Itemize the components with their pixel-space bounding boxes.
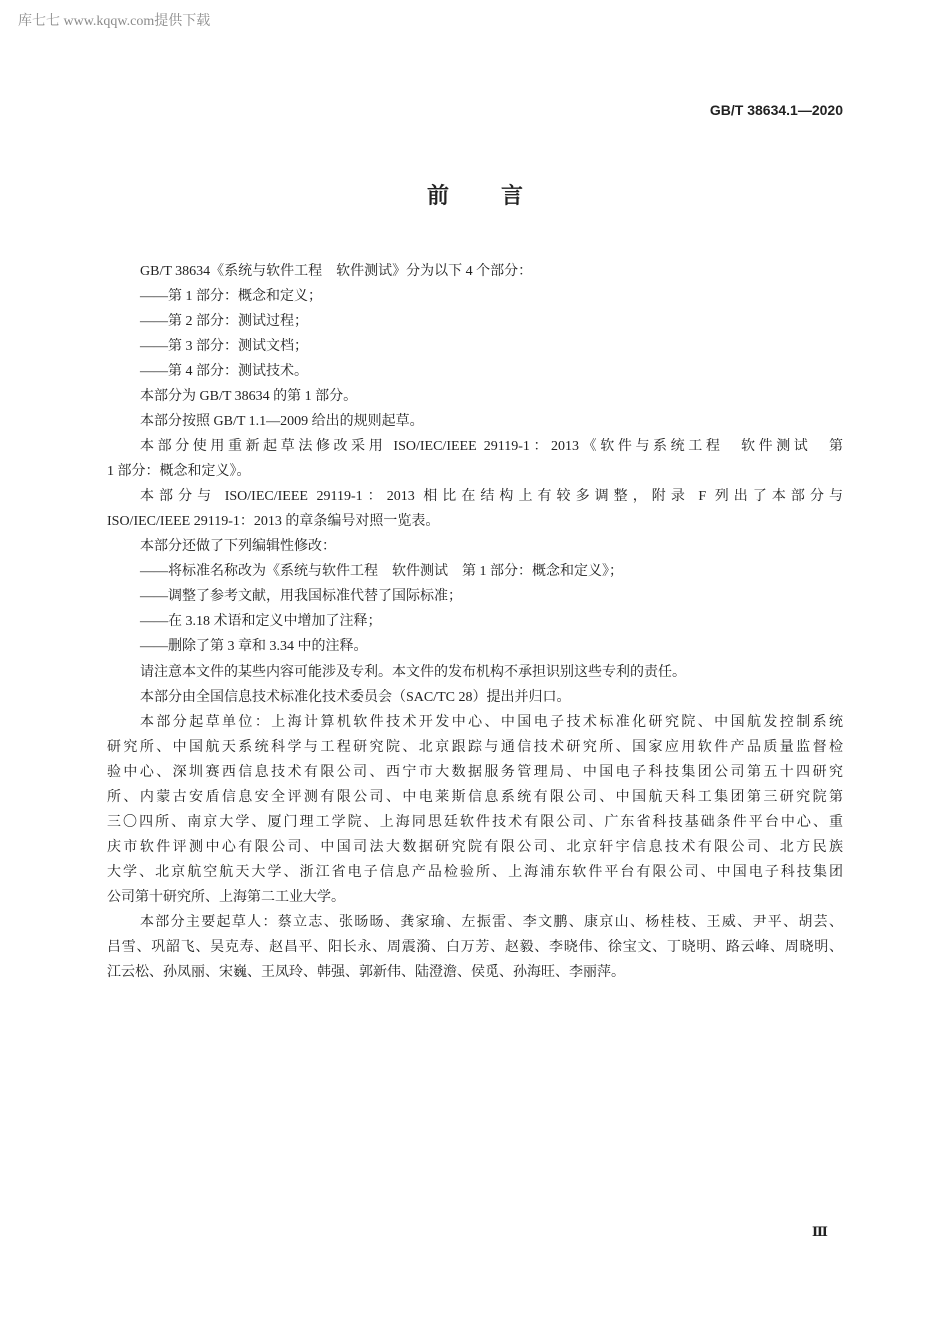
paragraph-line: 本部分主要起草人：蔡立志、张旸旸、龚家瑜、左振雷、李文鹏、康京山、杨桂枝、王威、尹平、胡芸、 bbox=[140, 915, 843, 931]
paragraph-line: 请注意本文件的某些内容可能涉及专利。本文件的发布机构不承担识别这些专利的责任。 bbox=[140, 664, 686, 680]
standard-number: GB/T 38634.1—2020 bbox=[709, 102, 843, 118]
list-item bbox=[107, 359, 843, 384]
paragraph-line: 公司第十研究所、上海第二工业大学。 bbox=[107, 890, 345, 906]
paragraph-line: 吕雪、巩韶飞、吴克寿、赵昌平、阳长永、周震漪、白万芳、赵毅、李晓伟、徐宝文、丁晓明、路云峰、周晓明、 bbox=[107, 940, 843, 956]
paragraph bbox=[107, 710, 843, 911]
list-item bbox=[107, 309, 843, 334]
list-item-text: ——第 3 部分：测试文档； bbox=[140, 338, 308, 354]
paragraph bbox=[107, 534, 843, 559]
paragraph-line: 本部分按照 GB/T 1.1—2009 给出的规则起草。 bbox=[140, 413, 424, 429]
list-item-text: ——第 1 部分：概念和定义； bbox=[140, 288, 322, 304]
paragraph bbox=[107, 384, 843, 409]
paragraph-line: 本部分与 ISO/IEC/IEEE 29119-1：2013 相比在结构上有较多调整，附录 F 列出了本部分与 bbox=[140, 489, 843, 505]
paragraph-line: 本部分还做了下列编辑性修改： bbox=[140, 539, 336, 555]
paragraph bbox=[107, 660, 843, 685]
page-number: Ⅲ bbox=[812, 1224, 828, 1239]
paragraph-line: 本部分由全国信息技术标准化技术委员会（SAC/TC 28）提出并归口。 bbox=[140, 689, 571, 705]
list-item bbox=[107, 559, 843, 584]
paragraph-line: 研究所、中国航天系统科学与工程研究院、北京跟踪与通信技术研究所、国家应用软件产品质量监督检 bbox=[107, 739, 843, 755]
list-item bbox=[107, 634, 843, 659]
paragraph-line: 1 部分：概念和定义》。 bbox=[107, 464, 251, 479]
paragraph bbox=[107, 434, 843, 484]
list-item-text: ——第 2 部分：测试过程； bbox=[140, 313, 308, 329]
paragraph bbox=[107, 259, 843, 284]
list-item-text: ——第 4 部分：测试技术。 bbox=[140, 363, 308, 379]
paragraph bbox=[107, 910, 843, 985]
list-item bbox=[107, 609, 843, 634]
list-item bbox=[107, 284, 843, 309]
paragraph-line: 本部分使用重新起草法修改采用 ISO/IEC/IEEE 29119-1：2013《软件与系统工程 软件测试 第 bbox=[140, 438, 843, 454]
list-item bbox=[107, 334, 843, 359]
page-title: 前 言 bbox=[426, 184, 538, 209]
list-item bbox=[107, 584, 843, 609]
paragraph bbox=[107, 484, 843, 534]
paragraph bbox=[107, 685, 843, 710]
list-item-text: ——将标准名称改为《系统与软件工程 软件测试 第 1 部分：概念和定义》； bbox=[140, 564, 623, 580]
paragraph-line: 江云松、孙凤丽、宋巍、王凤玲、韩强、郭新伟、陆澄澹、侯觅、孙海旺、李丽萍。 bbox=[107, 965, 625, 981]
foreword-body bbox=[107, 259, 843, 986]
paragraph-line: 本部分起草单位：上海计算机软件技术开发中心、中国电子技术标准化研究院、中国航发控制系统 bbox=[140, 714, 843, 730]
list-item-text: ——在 3.18 术语和定义中增加了注释； bbox=[140, 614, 382, 630]
paragraph-line: 庆市软件评测中心有限公司、中国司法大数据研究院有限公司、北京轩宇信息技术有限公司、北方民族 bbox=[107, 839, 843, 855]
paragraph-line: 大学、北京航空航天大学、浙江省电子信息产品检验所、上海浦东软件平台有限公司、中国电子科技集团 bbox=[107, 865, 843, 880]
download-watermark: 库七七 www.kqqw.com提供下载 bbox=[18, 14, 211, 29]
list-item-text: ——调整了参考文献，用我国标准代替了国际标准； bbox=[140, 589, 462, 605]
paragraph-line: GB/T 38634《系统与软件工程 软件测试》分为以下 4 个部分： bbox=[140, 263, 533, 279]
paragraph-line: ISO/IEC/IEEE 29119-1：2013 的章条编号对照一览表。 bbox=[107, 514, 440, 530]
paragraph-line: 三〇四所、南京大学、厦门理工学院、上海同思廷软件技术有限公司、广东省科技基础条件平台中心、重 bbox=[107, 814, 843, 830]
list-item-text: ——删除了第 3 章和 3.34 中的注释。 bbox=[140, 639, 368, 655]
paragraph-line: 所、内蒙古安盾信息安全评测有限公司、中电莱斯信息系统有限公司、中国航天科工集团第三研究院第 bbox=[107, 789, 843, 805]
paragraph-line: 本部分为 GB/T 38634 的第 1 部分。 bbox=[140, 388, 358, 404]
paragraph bbox=[107, 409, 843, 434]
paragraph-line: 验中心、深圳赛西信息技术有限公司、西宁市大数据服务管理局、中国电子科技集团公司第五十四研究 bbox=[107, 764, 843, 780]
